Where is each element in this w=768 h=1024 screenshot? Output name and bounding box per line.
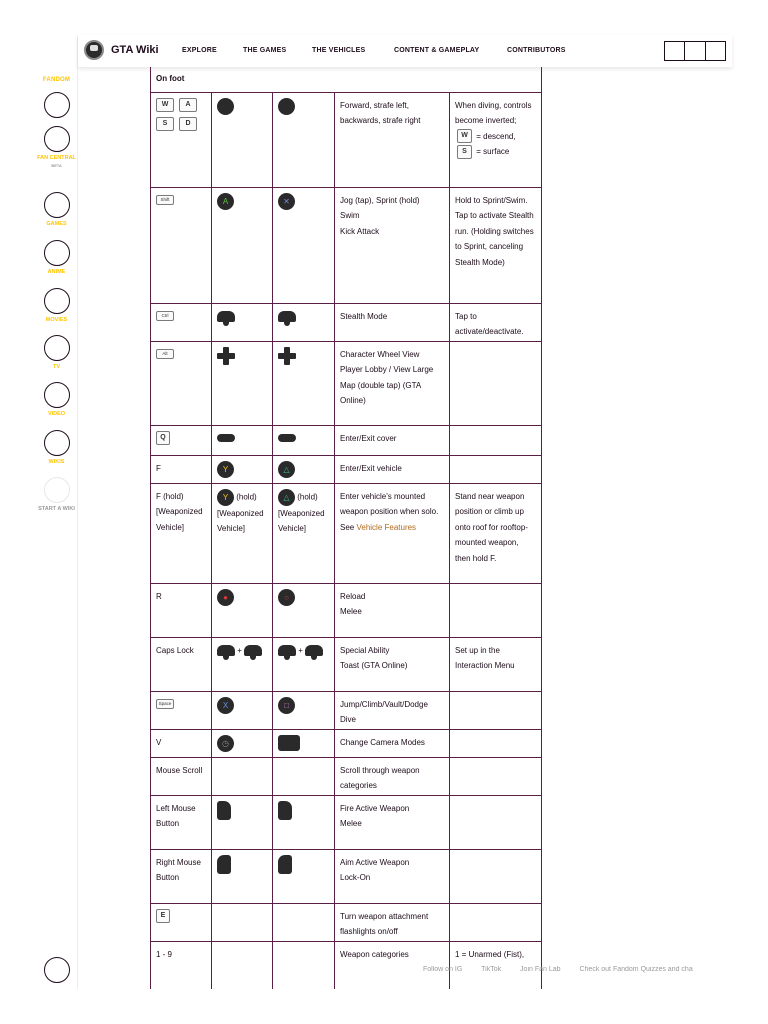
fandom-logo-label[interactable]: FANDOM <box>42 77 71 83</box>
key-e: E <box>156 909 170 923</box>
rail-item-movies[interactable]: MOVIES <box>35 288 78 324</box>
rail-item-wikis[interactable]: WIKIS <box>35 430 78 466</box>
note-cell <box>450 903 542 941</box>
key-s: S <box>457 145 472 159</box>
key-a: A <box>179 98 197 112</box>
wiki-header <box>78 35 732 67</box>
action-cell: Enter/Exit vehicle <box>335 455 450 483</box>
ps-triangle-button-icon: △ <box>278 461 295 478</box>
note-cell <box>450 729 542 757</box>
table-row <box>151 729 542 757</box>
nav-explore[interactable]: EXPLORE <box>182 47 217 54</box>
rail-item-anime[interactable]: ANIME <box>35 240 78 276</box>
table-row <box>151 795 542 849</box>
anime-icon <box>44 240 70 266</box>
ps-square-button-icon: □ <box>278 697 295 714</box>
action-cell: Scroll through weapon categories <box>335 757 450 795</box>
xbox-a-button-icon: A <box>217 193 234 210</box>
action-cell: Jog (tap), Sprint (hold) Swim Kick Attack <box>335 187 450 303</box>
note-cell: Stand near weapon position or climb up onto roof for rooftop-mounted weapon, then hold F. <box>450 483 542 583</box>
key-space: Space <box>156 699 174 709</box>
xbox-dpad-down-icon <box>217 347 235 365</box>
key-w: W <box>156 98 174 112</box>
table-row <box>151 849 542 903</box>
pc-cell: V <box>151 729 212 757</box>
table-row <box>151 455 542 483</box>
header-actions <box>664 41 726 61</box>
key-shift: Shift <box>156 195 174 205</box>
table-row <box>151 425 542 455</box>
action-cell: Character Wheel View Player Lobby / View Large Map (double tap) (GTA Online) <box>335 341 450 425</box>
pc-cell: Caps Lock <box>151 637 212 691</box>
wikis-icon <box>44 430 70 456</box>
table-row <box>151 187 542 303</box>
rail-item-fandom-home[interactable] <box>35 92 78 118</box>
footer-tiktok[interactable]: TikTok <box>481 966 502 973</box>
rail-item-video[interactable]: VIDEO <box>35 382 78 418</box>
ps-l2-icon <box>278 855 292 874</box>
action-cell: Weapon categories <box>335 941 450 989</box>
ps-l3-icon <box>278 311 296 322</box>
rail-item-games[interactable]: GAMES <box>35 192 78 228</box>
nav-content-gameplay[interactable]: CONTENT & GAMEPLAY <box>394 47 480 54</box>
pc-cell: R <box>151 583 212 637</box>
table-row <box>151 92 542 187</box>
xbox-lt-icon <box>217 855 231 874</box>
wasd-keys <box>156 98 206 131</box>
nav-contributors[interactable]: CONTRIBUTORS <box>507 47 566 54</box>
movies-icon <box>44 288 70 314</box>
xbox-left-stick-click-icon <box>217 311 235 322</box>
key-d: D <box>179 117 197 131</box>
action-cell: Stealth Mode <box>335 303 450 341</box>
table-row: Caps Lock + + Special Ability Toast (GTA Online) Set up in the Interaction Menu <box>151 637 542 691</box>
action-cell: Enter/Exit cover <box>335 425 450 455</box>
xbox-rb-icon <box>217 434 235 442</box>
table-row: F (hold) [Weaponized Vehicle] Y (hold) [Weaponized Vehicle] △ (hold) [Weaponized Vehicle] Enter vehicle's mounted weapon position when solo. See Vehicle Features Stand near weapon position or climb up onto roof for rooftop-mounted weapon, then hold F. <box>151 483 542 583</box>
tv-icon <box>44 335 70 361</box>
note-cell: When diving, controls become inverted; W = descend, S = surface <box>450 92 542 187</box>
pc-cell: F (hold) [Weaponized Vehicle] <box>151 483 212 583</box>
ps-circle-button-icon: ○ <box>278 589 295 606</box>
action-cell: Change Camera Modes <box>335 729 450 757</box>
note-cell: Tap to activate/deactivate. <box>450 303 542 341</box>
xbox-left-stick-icon <box>217 98 234 115</box>
ps-triangle-button-icon: △ <box>278 489 295 506</box>
table-row <box>151 303 542 341</box>
action-cell: Turn weapon attachment flashlights on/off <box>335 903 450 941</box>
action-cell: Forward, strafe left, backwards, strafe right <box>335 92 450 187</box>
ps-dpad-down-icon <box>278 347 296 365</box>
nav-the-vehicles[interactable]: THE VEHICLES <box>312 47 366 54</box>
action-cell: Special Ability Toast (GTA Online) <box>335 637 450 691</box>
table-row <box>151 583 542 637</box>
rail-item-tv[interactable]: TV <box>35 335 78 371</box>
pc-cell: Left Mouse Button <box>151 795 212 849</box>
table-row <box>151 341 542 425</box>
note-cell: Set up in the Interaction Menu <box>450 637 542 691</box>
start-wiki-icon <box>44 477 70 503</box>
controls-table <box>150 67 542 989</box>
xbox-right-stick-click-icon <box>244 645 262 656</box>
menu-button[interactable] <box>705 41 726 61</box>
action-cell: Enter vehicle's mounted weapon position when solo. See Vehicle Features <box>335 483 450 583</box>
gta-wiki-logo-icon[interactable] <box>84 40 104 60</box>
note-cell <box>450 757 542 795</box>
xbox-left-stick-click-icon <box>217 645 235 656</box>
table-section-header <box>151 67 542 92</box>
note-cell <box>450 455 542 483</box>
pc-cell: 1 - 9 <box>151 941 212 989</box>
ps-l3-icon <box>278 645 296 656</box>
vehicle-features-link[interactable]: Vehicle Features <box>356 522 417 532</box>
note-cell: 1 = Unarmed (Fist), <box>450 941 542 989</box>
action-cell: Jump/Climb/Vault/Dodge Dive <box>335 691 450 729</box>
section-title: On foot <box>151 67 542 92</box>
ps-touchpad-icon <box>278 735 300 751</box>
note-cell <box>450 795 542 849</box>
video-icon <box>44 382 70 408</box>
rail-bottom-circle-icon[interactable] <box>44 957 70 983</box>
xbox-rt-icon <box>217 801 231 820</box>
ps-cross-button-icon: ✕ <box>278 193 295 210</box>
table-row <box>151 691 542 729</box>
action-cell: Reload Melee <box>335 583 450 637</box>
action-cell: Fire Active Weapon Melee <box>335 795 450 849</box>
ps-r2-icon <box>278 801 292 820</box>
note-cell <box>450 583 542 637</box>
ps-r3-icon <box>305 645 323 656</box>
xbox-y-button-icon: Y <box>217 461 234 478</box>
xbox-view-button-icon: ◷ <box>217 735 234 752</box>
note-cell <box>450 849 542 903</box>
note-cell: Hold to Sprint/Swim. Tap to activate Stealth run. (Holding switches to Sprint, canceling Stealth Mode) <box>450 187 542 303</box>
key-q: Q <box>156 431 170 445</box>
key-w: W <box>457 129 472 143</box>
xbox-b-button-icon: ● <box>217 589 234 606</box>
sign-in-button[interactable] <box>684 41 705 61</box>
table-row <box>151 757 542 795</box>
search-button[interactable] <box>664 41 685 61</box>
footer-join-fan-lab[interactable]: Join Fan Lab <box>520 966 561 973</box>
key-alt: Alt <box>156 349 174 359</box>
note-cell <box>450 691 542 729</box>
note-cell <box>450 341 542 425</box>
xbox-x-button-icon: X <box>217 697 234 714</box>
rail-item-start-a-wiki[interactable]: START A WIKI <box>35 477 78 513</box>
fan-central-icon <box>44 126 70 152</box>
pc-cell: F <box>151 455 212 483</box>
table-row <box>151 903 542 941</box>
ps-r1-icon <box>278 434 296 442</box>
action-cell: Aim Active Weapon Lock-On <box>335 849 450 903</box>
rail-circle-icon <box>44 92 70 118</box>
pc-cell: Mouse Scroll <box>151 757 212 795</box>
footer-fandom-quizzes[interactable]: Check out Fandom Quizzes and cha <box>579 966 693 973</box>
note-cell <box>450 425 542 455</box>
global-footer-strip <box>400 966 740 982</box>
wiki-name[interactable]: GTA Wiki <box>111 44 159 56</box>
nav-the-games[interactable]: THE GAMES <box>243 47 287 54</box>
ps-left-stick-icon <box>278 98 295 115</box>
pc-cell: Right Mouse Button <box>151 849 212 903</box>
footer-follow-ig[interactable]: Follow on IG <box>423 966 463 973</box>
games-icon <box>44 192 70 218</box>
key-s: S <box>156 117 174 131</box>
fandom-rail <box>35 35 78 989</box>
key-ctrl: Ctrl <box>156 311 174 321</box>
rail-item-fan-central[interactable]: FAN CENTRAL BETA <box>35 126 78 168</box>
xbox-y-button-icon: Y <box>217 489 234 506</box>
